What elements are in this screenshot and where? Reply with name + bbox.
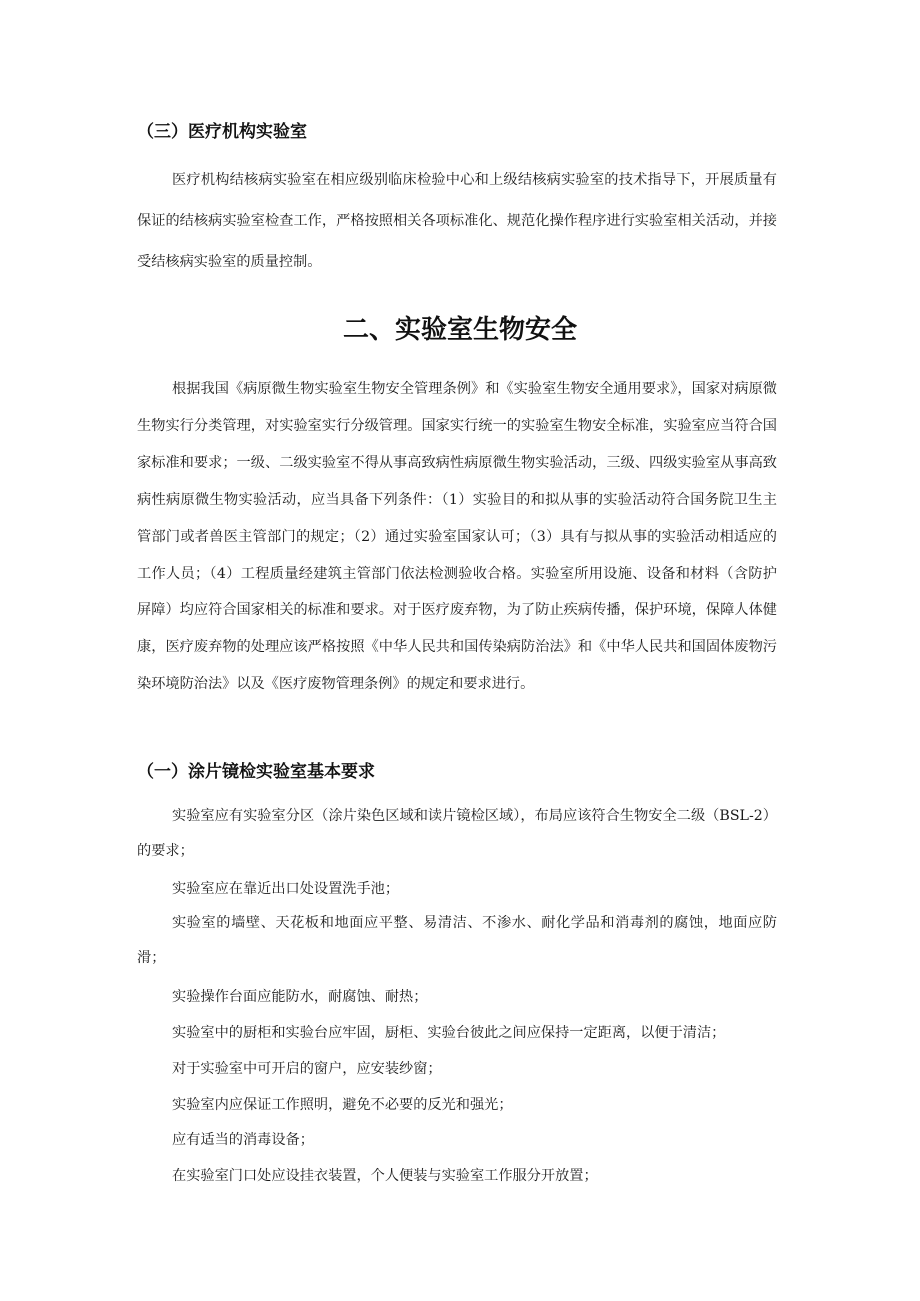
requirement-item: 实验室应在靠近出口处设置洗手池；	[172, 881, 400, 897]
requirement-item: 实验室内应保证工作照明，避免不必要的反光和强光；	[172, 1097, 513, 1113]
requirement-item: 实验室中的厨柜和实验台应牢固，厨柜、实验台彼此之间应保持一定距离，以便于清洁；	[172, 1025, 726, 1041]
section-heading-medical-lab: （三）医疗机构实验室	[137, 122, 307, 142]
medical-lab-paragraph: 医疗机构结核病实验室在相应级别临床检验中心和上级结核病实验室的技术指导下，开展质量有保证的结核病实验室检查工作，严格按照相关各项标准化、规范化操作程序进行实验室相关活动，并接受结核病实验室的质量控制。	[137, 172, 777, 270]
requirement-item: 实验室应有实验室分区（涂片染色区域和读片镜检区域），布局应该符合生物安全二级（BSL-2）的要求；	[137, 808, 777, 859]
requirement-item: 实验操作台面应能防水，耐腐蚀、耐热；	[172, 989, 428, 1005]
requirement-item: 对于实验室中可开启的窗户，应安装纱窗；	[172, 1061, 442, 1077]
biosafety-paragraph: 根据我国《病原微生物实验室生物安全管理条例》和《实验室生物安全通用要求》，国家对病原微生物实行分类管理，对实验室实行分级管理。国家实行统一的实验室生物安全标准，实验室应当符合国家标准和要求；一级、二级实验室不得从事高致病性病原微生物实验活动，三级、四级实验室从事高致病性病原微生物实验活动，应当具备下列条件：（1）实验目的和拟从事的实验活动符合国务院卫生主管部门或者兽医主管部门的规定；（2）通过实验室国家认可；（3）具有与拟从事的实验活动相适应的工作人员；（4）工程质量经建筑主管部门依法检测验收合格。实验室所用设施、设备和材料（含防护屏障）均应符合国家相关的标准和要求。对于医疗废弃物，为了防止疾病传播，保护环境，保障人体健康，医疗废弃物的处理应该严格按照《中华人民共和国传染病防治法》和《中华人民共和国固体废物污染环境防治法》以及《医疗废物管理条例》的规定和要求进行。	[137, 381, 777, 693]
requirement-item: 实验室的墙壁、天花板和地面应平整、易清洁、不渗水、耐化学品和消毒剂的腐蚀，地面应防滑；	[137, 915, 777, 966]
chapter-title-biosafety: 二、实验室生物安全	[342, 315, 577, 345]
requirement-item: 在实验室门口处应设挂衣装置，个人便装与实验室工作服分开放置；	[172, 1168, 598, 1184]
requirement-item: 应有适当的消毒设备；	[172, 1132, 314, 1148]
section-heading-smear-lab: （一）涂片镜检实验室基本要求	[137, 762, 375, 782]
